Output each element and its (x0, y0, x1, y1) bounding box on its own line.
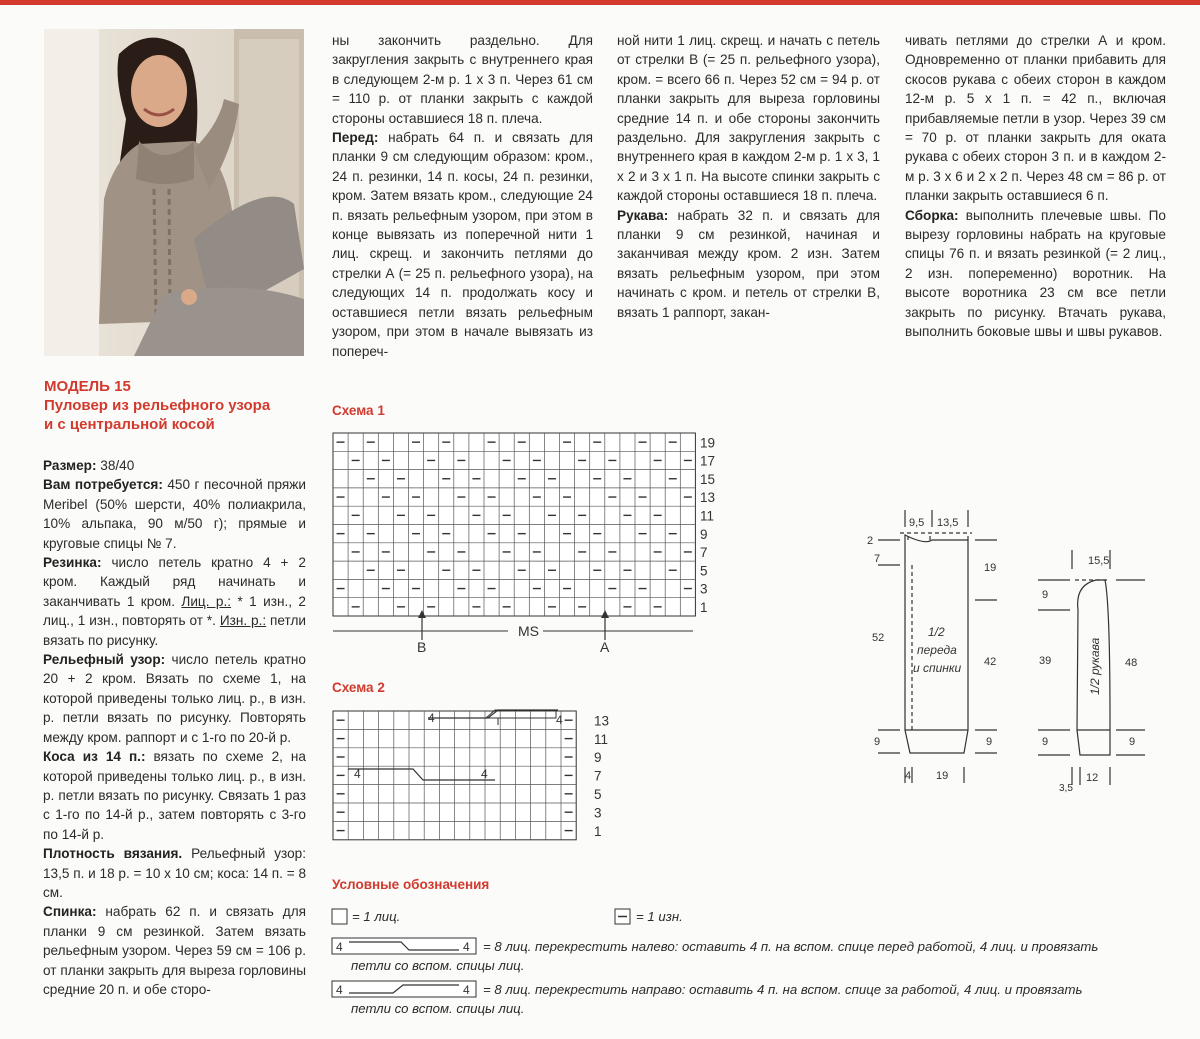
col2-text-1: ны закончить раздельно. Для закругления закрыть с внутреннего края в следующем 2-м р. 1 х 3 п. Через 61 см = 110 р. от планки закрыть с каждой стороны оставшиеся 18 п. плеча. (332, 33, 593, 126)
sleeve-bottom-left-9: 9 (1042, 736, 1049, 748)
cross-right-num-1: 4 (336, 983, 343, 997)
schema1-row-number: 1 (700, 600, 708, 615)
rib-purl: Изн. р.: (219, 613, 267, 629)
relief-text: число петель кратно 20 + 2 кром. Вязать по схеме 1, на которой приведены только лиц. р., в изн. р. петли вязать по рисунку. Повторять между кром. раппорт и с 1-го по 20-й р. (43, 652, 306, 745)
legend-knit-icon (331, 908, 351, 928)
legend-cross-left-text-1: = 8 лиц. перекрестить налево: оставить 4 п. на вспом. спице перед работой, 4 лиц. и провязать (483, 939, 1099, 954)
schema1-grid (333, 433, 695, 616)
cross-left-num-1: 4 (336, 940, 343, 954)
sleeve-label: 1/2 рукава (1088, 637, 1102, 695)
body-top-right: 13,5 (937, 517, 959, 529)
model-title-block (44, 377, 314, 434)
schema1-row-number: 3 (700, 581, 708, 597)
legend-title: Условные обозначения (332, 877, 490, 892)
sleeve-pattern-diagram (1030, 545, 1160, 795)
legend-purl-text: = 1 изн. (636, 909, 683, 924)
rib-text-2: * 1 изн., 2 лиц., 1 изн., повторять от *. (43, 593, 306, 629)
model-title-line1: Пуловер из рельефного узора (44, 397, 271, 414)
sleeve-right-48: 48 (1125, 657, 1138, 669)
body-width-19: 19 (936, 770, 949, 782)
body-bottom-left-9: 9 (874, 736, 881, 748)
legend-cross-left-icon (331, 937, 481, 957)
rib-text-3: петли вязать по рисунку. (43, 613, 306, 648)
left-text-column (43, 456, 306, 999)
body-neck-7: 7 (874, 553, 881, 565)
schema1-row-number: 11 (700, 508, 715, 524)
assembly-label: Сборка: (905, 207, 959, 223)
body-label-3: и спинки (913, 661, 962, 675)
cable-num-1: 4 (428, 711, 435, 725)
cable-num-4: 4 (481, 767, 488, 781)
size-label: Размер: (43, 458, 97, 473)
body-bottom-right-9: 9 (986, 736, 993, 748)
sleeve-bottom-right-9: 9 (1129, 736, 1136, 748)
legend-knit-text: = 1 лиц. (352, 909, 401, 924)
schema1-label: Схема 1 (332, 403, 385, 418)
relief-label: Рельефный узор: (43, 652, 166, 668)
need-label: Вам потребуется: (43, 477, 163, 493)
cable-text: вязать по схеме 2, на которой приведены только лиц. р., в изн. р. петли вязать по рисунку. Связать 1 раз с 1-го по 14-й р., затем повторять с 3-го по 14-й р. (43, 749, 306, 842)
body-left-52: 52 (872, 632, 885, 644)
schema1-row-number: 15 (700, 471, 716, 487)
legend-cross-right-text-1: = 8 лиц. перекрестить направо: оставить 4 п. на вспом. спице за работой, 4 лиц. и провязать (483, 982, 1083, 997)
cable-label: Коса из 14 п.: (43, 749, 146, 765)
body-width-4: 4 (905, 770, 912, 782)
legend-cross-right-text-2: петли со вспом. спицы лиц. (351, 1001, 525, 1016)
rib-text-1: число петель кратно 4 + 2 кром. Каждый ряд начинать и заканчивать 1 кром. (43, 555, 306, 609)
schema1-chart (328, 428, 728, 658)
gauge-label: Плотность вязания. (43, 846, 183, 862)
front-label: Перед: (332, 130, 379, 146)
model-photo (44, 29, 304, 356)
back-text: набрать 62 п. и связать для планки 9 см резинкой. Затем вязать рельефным узором. Через 59 см = 106 р. от планки закрыть для выреза горловины средние 20 п. и обе сторо- (43, 904, 306, 997)
schema1-row-number: 13 (700, 490, 716, 506)
model-number: МОДЕЛЬ 15 (44, 378, 131, 395)
body-right-19: 19 (984, 562, 997, 574)
schema2-row-number: 5 (594, 787, 602, 802)
schema2-label: Схема 2 (332, 680, 385, 695)
col4-text-1: чивать петлями до стрелки А и кром. Одновременно от планки прибавить для скосов рукава с обеих сторон в каждом 12-м р. 5 х 1 п. = 42 п., включая прибавляемые петли в узор. Через 39 см = 70 р. от планки закрыть для оката рукава с обеих сторон 3 п. и в каждом 2-м р. 3 х 6 и 2 х 2 п. Через 48 см = 86 р. от планки закрыть оставшиеся 6 п. (905, 33, 1166, 204)
size-value: 38/40 (96, 458, 135, 473)
text-column-2 (332, 31, 593, 361)
schema1-row-number: 19 (700, 435, 716, 451)
schema2-row-number: 9 (594, 750, 602, 766)
sleeve-top: 15,5 (1088, 555, 1110, 567)
text-column-4 (905, 31, 1166, 342)
sleeve-label: Рукава: (617, 207, 669, 223)
schema1-row-number: 7 (700, 545, 708, 561)
cable-num-2: 4 (556, 713, 563, 727)
body-right-42: 42 (984, 656, 997, 668)
schema2-row-number: 3 (594, 805, 602, 821)
body-label-2: переда (917, 643, 957, 657)
body-pattern-diagram (860, 505, 1020, 795)
schema2-chart (328, 706, 628, 846)
top-red-bar (0, 0, 1200, 5)
sleeve-width-12: 12 (1086, 772, 1099, 784)
back-label: Спинка: (43, 904, 97, 920)
schema1-row-number: 9 (700, 526, 708, 542)
rib-face: Лиц. р.: (181, 593, 232, 609)
rib-label: Резинка: (43, 555, 102, 571)
schema1-row-number: 17 (700, 453, 716, 469)
front-text: набрать 64 п. и связать для планки 9 см следующим образом: кром., 24 п. резинки, 14 п. косы, 24 п. резинки, кром. Затем вязать кром., следующие 24 п. вязать рельефным узором, при этом в конце вывязать из поперечной нити 1 лиц. скрещ. и закончить петлями до стрелки А (= 25 п. рельефного узора), на следующих 14 п. продолжать косу и оставшиеся петли вязать рельефным узором, при этом в начале вывязать из попереч- (332, 130, 593, 359)
arrow-a-label: A (600, 639, 610, 655)
arrow-b-label: B (417, 639, 427, 655)
legend-purl-icon (614, 908, 634, 928)
model-title-line2: и с центральной косой (44, 416, 215, 433)
text-column-3 (617, 31, 880, 322)
legend-cross-left-text-2: петли со вспом. спицы лиц. (351, 958, 525, 973)
body-neck-2: 2 (867, 535, 874, 547)
cross-left-num-2: 4 (463, 940, 470, 954)
schema2-row-number: 11 (594, 731, 609, 747)
schema2-row-numbers (594, 713, 609, 838)
schema1-row-number: 5 (700, 563, 708, 579)
sleeve-width-35: 3,5 (1059, 783, 1073, 794)
schema2-row-number: 1 (594, 823, 602, 839)
gauge-text: Рельефный узор: 13,5 п. и 18 р. = 10 х 10 см; коса: 14 п. = 8 см. (43, 846, 306, 900)
sleeve-text: набрать 32 п. и связать для планки 9 см резинкой, начиная и заканчивая между кром. 2 изн. Затем вязать рельефным узором, при этом начинать с кром. и петель от стрелки В, вязать 1 раппорт, закан- (617, 207, 880, 320)
body-label-1: 1/2 (928, 625, 945, 639)
schema1-row-numbers (700, 435, 715, 615)
body-top-left: 9,5 (909, 517, 925, 529)
sleeve-left-39: 39 (1039, 655, 1052, 667)
need-text: 450 г песочной пряжи Meribel (50% шерсти, 40% полиакрила, 10% альпака, 90 м/50 г); прямые и круговые спицы № 7. (43, 477, 306, 551)
cross-right-num-2: 4 (463, 983, 470, 997)
sleeve-left-9: 9 (1042, 589, 1049, 601)
cable-num-3: 4 (354, 767, 361, 781)
schema2-grid (333, 711, 576, 840)
col3-text-1: ной нити 1 лиц. скрещ. и начать с петель от стрелки В (= 25 п. рельефного узора), кром. = всего 66 п. Через 52 см = 94 р. от планки закрыть для выреза горловины средние 14 п. и обе стороны закончить раздельно. Для закругления закрыть с внутреннего края в каждом 2-м р. 1 х 3, 1 х 2 и 3 х 1 п. На высоте спинки закрыть с каждой стороны оставшиеся 18 п. плеча. (617, 33, 880, 204)
legend-cross-right-icon (331, 980, 481, 1000)
schema1-arrows (333, 610, 693, 655)
ms-label: MS (518, 623, 539, 639)
assembly-text: выполнить плечевые швы. По вырезу горловины набрать на круговые спицы 76 п. и вязать резинкой (= 2 лиц., 2 изн. попеременно) воротник. На высоте воротника 23 см все петли закрыть по рисунку. Втачать рукава, выполнить боковые швы и швы рукавов. (905, 207, 1166, 340)
schema2-row-number: 13 (594, 713, 610, 729)
schema2-row-number: 7 (594, 768, 602, 784)
